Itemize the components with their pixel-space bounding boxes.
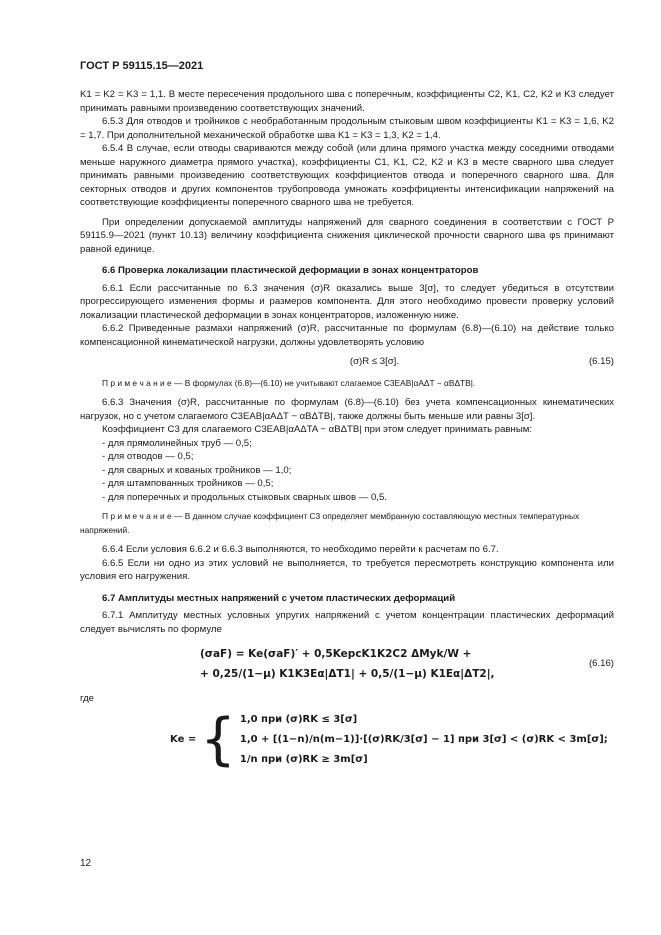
ke-case: 1,0 + [(1−n)/n(m−1)]·[(σ)RK/3[σ] − 1] при 3[σ] < (σ)RK < 3m[σ]; bbox=[239, 733, 608, 745]
formula-6-16-number: (6.16) bbox=[588, 658, 614, 670]
formula-line-2: + 0,25/(1−μ) K1K3Eα|ΔT1| + 0,5/(1−μ) K1Eα|ΔT2|, bbox=[200, 668, 495, 680]
ke-case: 1,0 при (σ)RK ≤ 3[σ] bbox=[239, 713, 358, 725]
paragraph-6-6-2: 6.6.2 Приведенные размахи напряжений (σ)R, рассчитанные по формулам (6.8)—(6.10) на действие только компенсационной кинематической нагрузки, должны удовлетворять условию bbox=[80, 323, 614, 348]
ke-definition bbox=[80, 706, 614, 772]
list-item: - для прямолинейных труб — 0,5; bbox=[102, 437, 252, 449]
where-label: где bbox=[80, 693, 95, 704]
note-2: П р и м е ч а н и е — В данном случае коэффициент C3 определяет мембранную составляющую местных температурных напряжений. bbox=[80, 511, 580, 535]
formula-6-16 bbox=[80, 644, 614, 684]
page-content bbox=[80, 88, 614, 770]
paragraph-6-5-4: 6.5.4 В случае, если отводы свариваются между собой (или длина прямого участка между соседними отводами меньше наружного диаметра прямого участка), коэффициенты C1, K1, C2, K2 и K3 в месте сварного шва следует принимать равными произведению соответствующих коэффициентов отвода и поперечного сварного шва. Для секторных отводов и других компонентов трубопровода умножать коэффициенты интенсификации напряжений на соответствующие коэффициенты поперечного сварного шва не требуется. bbox=[80, 143, 614, 208]
paragraph-6-6-5: 6.6.5 Если ни одно из этих условий не выполняется, то требуется пересмотреть конструкцию компонента или условия его нагружения. bbox=[80, 557, 614, 582]
formula-6-16-body bbox=[80, 644, 564, 684]
paragraph-6-5-3: 6.5.3 Для отводов и тройников с необработанным продольным стыковым швом коэффициенты K1 = K3 = 1,6, K2 = 1,7. При дополнительной механической обработке шва K1 = K3 = 1,3, K2 = 1,4. bbox=[80, 116, 614, 141]
section-6-6-heading: 6.6 Проверка локализации пластической деформации в зонах концентраторов bbox=[102, 265, 479, 276]
paragraph-6-7-1: 6.7.1 Амплитуду местных условных упругих напряжений с учетом концентрации пластических деформаций следует вычислять по формуле bbox=[80, 610, 614, 635]
formula-line-1: (σaF) = Ke(σaF)′ + 0,5KepcK1K2C2 ΔMyk/W + bbox=[200, 648, 472, 660]
paragraph-6-6-3: 6.6.3 Значения (σ)R, рассчитанные по формулам (6.8)—(6.10) без учета компенсационных кинематических нагрузок, но с учетом слагаемого C3EAB|αAΔT − αBΔTB|, также должны быть меньше или равны 3[σ]. bbox=[80, 397, 614, 422]
equation-6-15 bbox=[80, 355, 614, 369]
paragraph-coefficients-weld: K1 = K2 = K3 = 1,1. В месте пересечения продольного шва с поперечным, коэффициенты C2, K1, C2, K2 и K3 следует принимать равными произведению соответствующих значений. bbox=[80, 89, 614, 114]
paragraph-6-6-4: 6.6.4 Если условия 6.6.2 и 6.6.3 выполняются, то необходимо перейти к расчетам по 6.7. bbox=[102, 544, 499, 555]
list-item: - для поперечных и продольных стыковых сварных швов — 0,5. bbox=[102, 491, 387, 503]
page-number: 12 bbox=[80, 858, 92, 869]
list-item: - для сварных и кованых тройников — 1,0; bbox=[102, 464, 292, 476]
equation-6-15-text: (σ)R ≤ 3[σ]. bbox=[349, 356, 400, 367]
document-header: ГОСТ Р 59115.15—2021 bbox=[80, 60, 204, 72]
ke-case: 1/n при (σ)RK ≥ 3m[σ] bbox=[239, 753, 368, 765]
ke-cases bbox=[240, 710, 608, 770]
list-item: - для отводов — 0,5; bbox=[102, 451, 194, 462]
note-1: П р и м е ч а н и е — В формулах (6.8)—(6.10) не учитывают слагаемое C3EAB|αAΔT − αBΔTB|. bbox=[102, 377, 476, 388]
paragraph-allowable-amplitude: При определении допускаемой амплитуды напряжений для сварного соединения в соответствии с ГОСТ Р 59115.9—2021 (пункт 10.13) величину коэффициента снижения циклической прочности сварного шва φs принимают равной единице. bbox=[80, 216, 614, 255]
paragraph-c3-coefficient: Коэффициент C3 для слагаемого C3EAB|αAΔTA − αBΔTB| при этом следует принимать равным: bbox=[102, 424, 532, 435]
equation-6-15-number: (6.15) bbox=[588, 356, 614, 367]
section-6-7-heading: 6.7 Амплитуды местных напряжений с учетом пластических деформаций bbox=[102, 592, 456, 604]
list-item: - для штампованных тройников — 0,5; bbox=[102, 478, 274, 489]
paragraph-6-6-1: 6.6.1 Если рассчитанные по 6.3 значения (σ)R оказались выше 3[σ], то следует убедиться в отсутствии прогрессирующего изменения формы и размеров компонента. Для этого необходимо провести проверку условий локализации пластической деформации в зонах концентраторов, изложенную ниже. bbox=[80, 282, 614, 321]
brace-icon: { bbox=[200, 706, 236, 772]
ke-label: Ke = bbox=[170, 733, 197, 745]
